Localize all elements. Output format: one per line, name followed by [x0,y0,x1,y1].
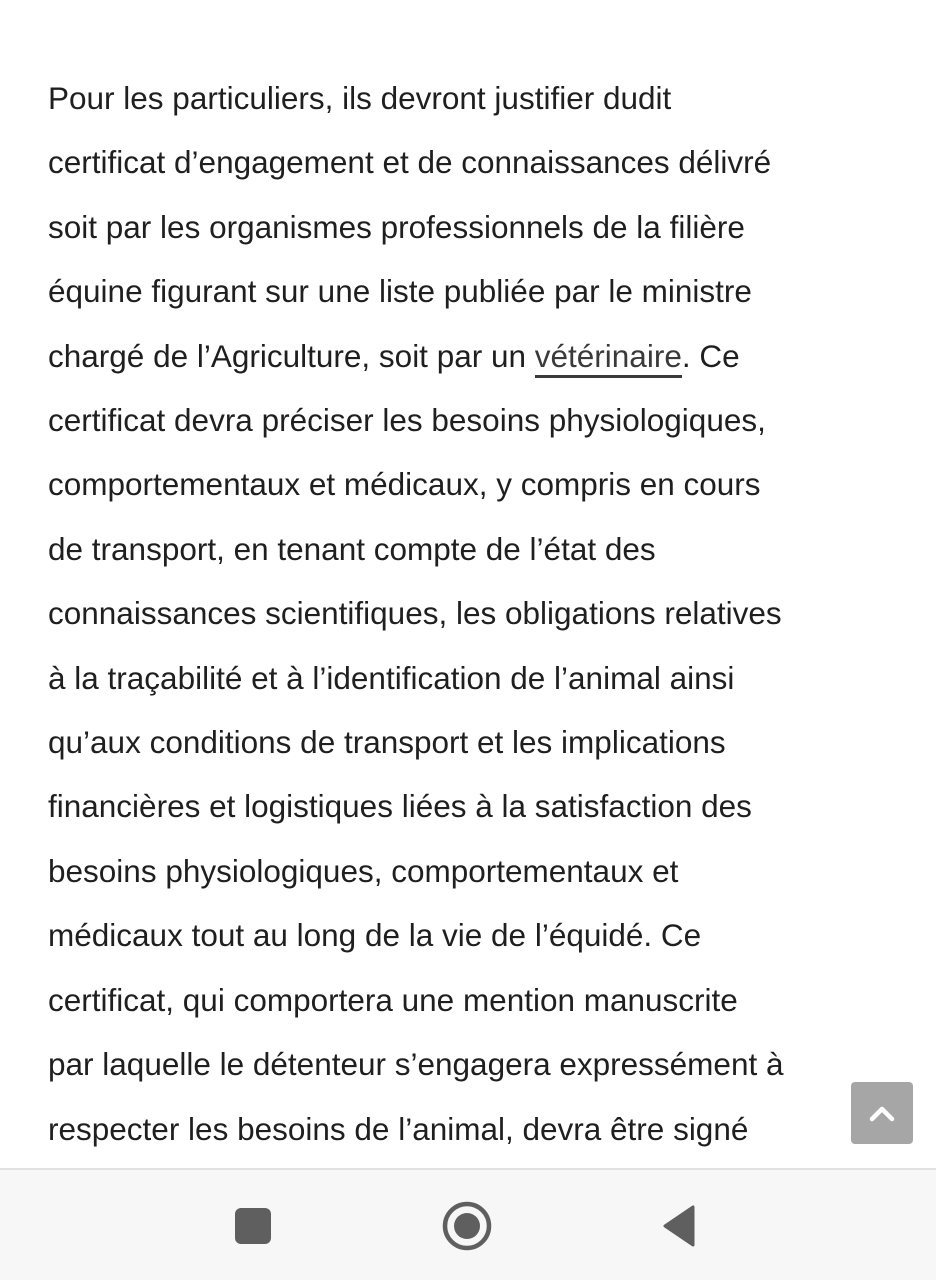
chevron-up-icon [869,1104,895,1122]
text-line: soit par les organismes professionnels de la filière [48,208,745,245]
circle-icon [441,1200,493,1252]
text-line: certificat devra préciser les besoins physiologiques, [48,402,766,439]
square-icon [233,1206,273,1246]
text-line: à la traçabilité et à l’identification de l’animal ainsi [48,659,735,696]
text-line: médicaux tout au long de la vie de l’équidé. Ce [48,917,702,954]
text-segment: chargé de l’Agriculture, soit par un [48,337,535,374]
veterinaire-link[interactable]: vétérinaire [535,338,682,378]
text-line: besoins physiologiques, comportementaux et [48,852,679,889]
text-line: Pour les particuliers, ils devront justifier dudit [48,80,672,116]
article-paragraph [48,66,908,1161]
back-button[interactable] [643,1190,715,1262]
text-segment: . Ce [681,337,740,374]
home-button[interactable] [431,1190,503,1262]
text-line-with-link [48,324,908,388]
text-line: financières et logistiques liées à la satisfaction des [48,788,752,825]
text-line: comportementaux et médicaux, y compris en cours [48,466,761,503]
text-line: respecter les besoins de l’animal, devra être signé [48,1110,749,1147]
text-line: qu’aux conditions de transport et les implications [48,724,726,761]
text-line: certificat, qui comportera une mention manuscrite [48,981,738,1018]
text-line: connaissances scientifiques, les obligations relatives [48,595,782,632]
triangle-back-icon [659,1204,699,1248]
text-line: de transport, en tenant compte de l’état des [48,530,656,567]
android-navigation-bar [0,1168,936,1280]
recents-button[interactable] [217,1190,289,1262]
text-line: équine figurant sur une liste publiée par le ministre [48,273,752,310]
scroll-to-top-button[interactable] [851,1082,913,1144]
text-line: par laquelle le détenteur s’engagera expressément à [48,1046,784,1083]
text-line: certificat d’engagement et de connaissances délivré [48,144,772,181]
